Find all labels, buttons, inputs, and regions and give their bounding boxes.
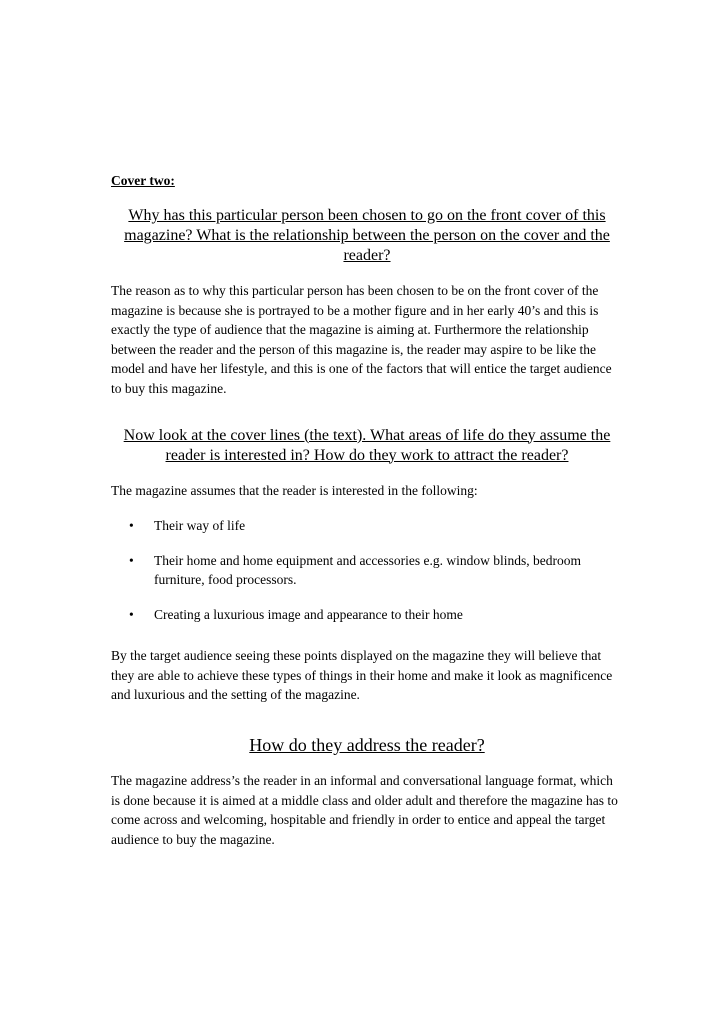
bullet-icon: •: [129, 607, 134, 623]
list-item: [111, 605, 623, 624]
list-item: [111, 516, 623, 535]
section-label: Cover two:: [111, 173, 175, 188]
intro-2: The magazine assumes that the reader is interested in the following:: [111, 482, 478, 498]
answer-2: By the target audience seeing these points displayed on the magazine they will believe that they are able to achieve these types of things in their home and make it look as magnificence and luxurious and the setting of the magazine.: [111, 648, 613, 703]
question-3: How do they address the reader?: [249, 734, 485, 755]
question-1: Why has this particular person been chosen to go on the front cover of this magazine? What is the relationship between the person on the cover and the reader?: [124, 207, 610, 264]
question-2: Now look at the cover lines (the text). What areas of life do they assume the reader is interested in? How do they work to attract the reader?: [123, 426, 611, 464]
list-item-text: Their way of life: [154, 518, 246, 534]
list-item-text: Creating a luxurious image and appearance to their home: [154, 607, 463, 623]
interest-list: [111, 516, 623, 624]
bullet-icon: •: [129, 518, 134, 534]
list-item: [111, 551, 623, 589]
answer-3: The magazine address’s the reader in an informal and conversational language format, which is done because it is aimed at a middle class and older adult and therefore the magazine has to come across and welcoming, hospitable and friendly in order to entice and appeal the target audience to buy the magazine.: [111, 772, 618, 847]
bullet-icon: •: [129, 553, 134, 569]
answer-1: The reason as to why this particular person has been chosen to be on the front cover of the magazine is because she is portrayed to be a mother figure and in her early 40’s and this is exactly the type of audience that the magazine is aiming at. Furthermore the relationship between the reader and the person of this magazine is, the reader may aspire to be like the model and have her lifestyle, and this is one of the factors that will entice the target audience to buy this magazine.: [111, 283, 612, 396]
list-item-text: Their home and home equipment and accessories e.g. window blinds, bedroom furniture, food processors.: [154, 553, 582, 588]
document-content: [111, 172, 623, 876]
